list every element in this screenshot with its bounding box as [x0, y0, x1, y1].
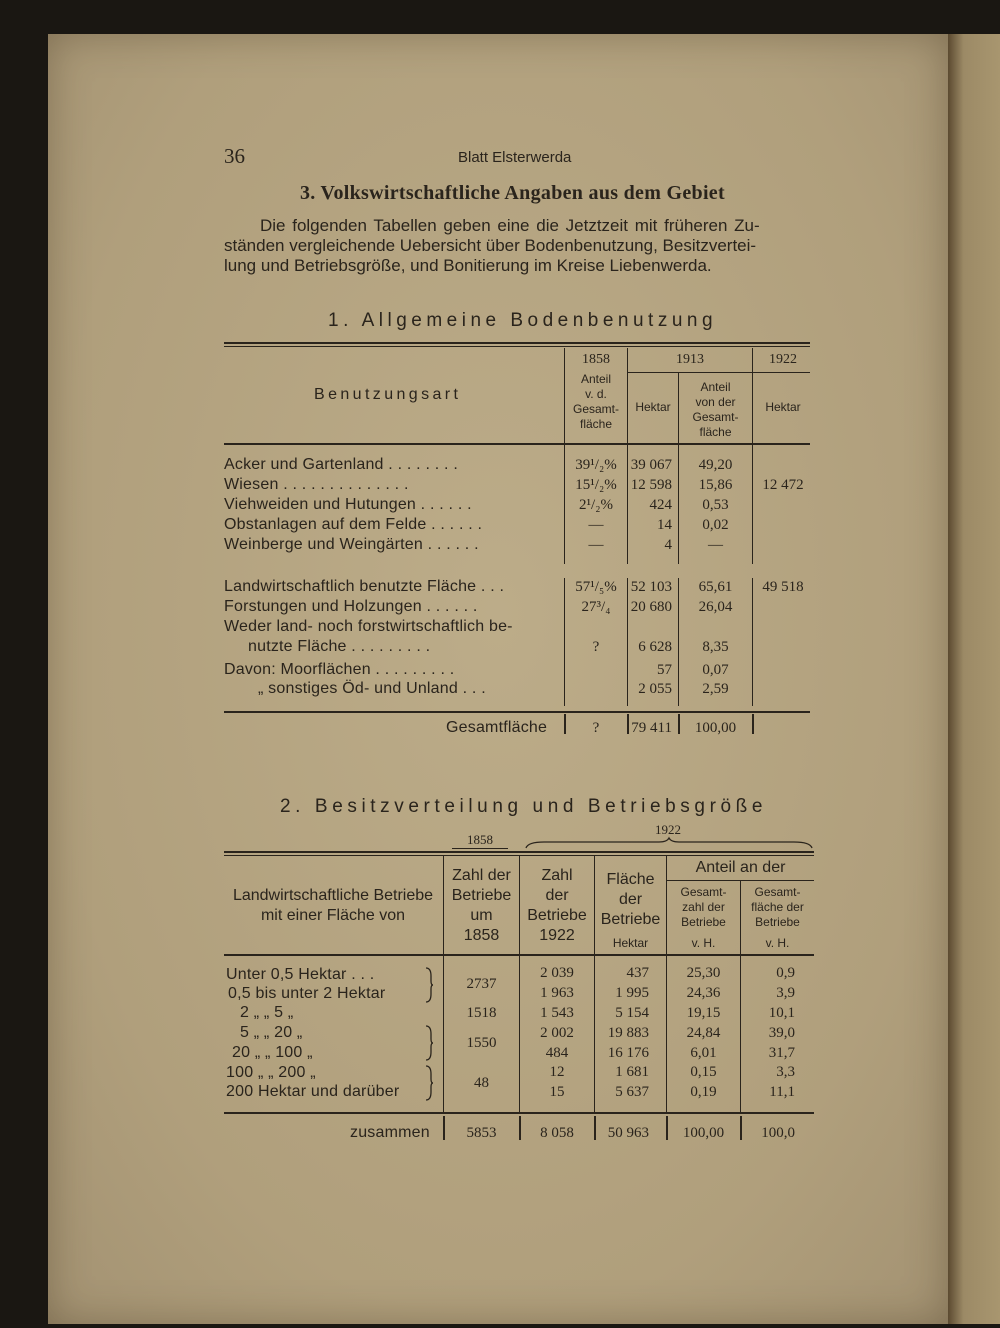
t2-label-1: 0,5 bis unter 2 Hektar: [228, 985, 386, 1002]
intro-line-1: Die folgenden Tabellen geben eine die Jetztzeit mit früheren Zu-: [260, 216, 760, 235]
t2-col-label: Landwirtschaftliche Betriebe mit einer Fläche von: [232, 887, 434, 924]
t2-anteil-head: Anteil an der: [695, 859, 786, 876]
book-page: 36 Blatt Elsterwerda 3. Volkswirtschaftliche Angaben aus dem Gebiet Die folgenden Tabellen geben eine die Jetztzeit mit früheren Zu- ständen vergleichende Uebersicht über Bodenbenutzung, Besitzvertei- lung und Betriebsgröße, und Bonitierung im Kreise Liebenwerda. 1. Allgemeine Bodenbenutzung 1858 1913 1922 Benutzungsart Anteil v. d. Gesamt- fläche Hektar Anteil von der Gesamt- fläche Hektar Acker und Gartenland . . . . . . . . 39¹/₂% 39 067 49,20 Wiesen . . . . . . . . . . . . . . 15¹/₂% 12 598 15,86 12 472 Viehweiden und Hutungen . . . . . . 2¹/₂% 424 0,53 Obstanlagen auf dem Felde . . . . . . — 14 0,02 Weinberge und Weingärten . . . . . . — 4 — Landwirtschaftlich benutzte Fläche . . . 57¹/₅% 52 103 65,61 49 518 Forstungen und Holzungen . . . . . . 27³/₄ 20 680 26,04 Weder land- noch forstwirtschaftlich be- nutzte Fläche . . . . . . . . . ? 6 628 8,35 Davon: Moorflächen . . . . . . . . . 57 0,07 „ sonstiges Öd- und Unland . . . 2 055 2,59 Gesamtfläche ? 79 411 100,00 2. Besitzverteilung und Betriebsgröße 1858 1922 Landwirtschaftliche Betriebe mit einer Fläche von Zahl der Betriebe um 1858 Zahl der Betriebe 1922 Fläche der Betriebe Hektar Anteil an der Gesamt- zahl der Betriebe Gesamt- fläche der Betriebe v. H. v. H. Unter 0,5 Hektar . . . 0,5 bis unter 2 Hektar 2 „ „ 5 „ 5 „ „ 20 „ 20 „ „ 100 „ 100 „ „ 200 „ 200 Hektar und darüber 2737 1518 1550 48 2 039 1 963 1 543 2 002 484 12 15 437 1 995 5 154 19 883 16 176 1 681 5 637 25,30 24,36 19,15 24,84 6,01 0,15 0,19 0,9 3,9 10,1 39,0 31,7 3,3 11,1 zusammen 5853 8 058 50 963 100,00 100,0: [48, 34, 948, 1324]
t1-header-rule: [224, 443, 810, 445]
t2-zahl-1858-head: Zahl der Betriebe um 1858: [451, 867, 512, 944]
t2-label-4: 20 „ „ 100 „: [232, 1044, 313, 1061]
t2-brace-1858: 1858: [467, 832, 493, 847]
t2-brace-group-1: [424, 966, 434, 1004]
table1-top-rule-2: [224, 346, 810, 347]
t1-year-rule: [628, 372, 810, 373]
t1-anteil-von: Anteil von der Gesamt- fläche: [692, 380, 739, 439]
t2-total-rule: [224, 1112, 814, 1114]
t1-anteil-gesamt: Anteil v. d. Gesamt- fläche: [572, 372, 619, 431]
table1-divider-d2: [752, 578, 753, 706]
t2-anteil-rule: [667, 880, 814, 881]
t2-flaeche-head: Fläche der Betriebe: [600, 871, 661, 928]
running-title: Blatt Elsterwerda: [458, 149, 572, 166]
t2-label-5: 100 „ „ 200 „: [226, 1064, 316, 1081]
t2-anteil-flaeche-head: Gesamt- fläche der Betriebe: [751, 885, 804, 929]
page-number: 36: [224, 144, 245, 168]
table2-title: 2. Besitzverteilung und Betriebsgröße: [280, 796, 768, 817]
t2-top-rule: [224, 851, 814, 853]
t1-hektar-1922: Hektar: [765, 400, 801, 414]
t2-label-2: 2 „ „ 5 „: [240, 1004, 294, 1021]
t1-year-1858: 1858: [582, 352, 610, 367]
t2-zahl1858-group-3: 48: [474, 1075, 489, 1091]
t1-col-label: Benutzungsart: [314, 386, 462, 403]
t2-label-6: 200 Hektar und darüber: [226, 1083, 400, 1100]
t2-flaeche-unit: Hektar: [612, 936, 649, 950]
t2-brace-1922-mark: [524, 836, 814, 850]
t2-unit-vh-2: v. H.: [765, 936, 790, 950]
t2-brace-group-4: [424, 1064, 434, 1102]
intro-line-2: ständen vergleichende Uebersicht über Bodenbenutzung, Besitzvertei-: [224, 236, 757, 255]
t2-zahl1858-group-2: 1550: [466, 1035, 497, 1051]
t1-year-1913: 1913: [676, 352, 704, 367]
t2-zahl-1922-head: Zahl der Betriebe 1922: [527, 867, 587, 944]
intro-line-3: lung und Betriebsgröße, und Bonitierung im Kreise Liebenwerda.: [224, 256, 712, 275]
t2-brace-1922: 1922: [655, 822, 681, 837]
t2-label-0: Unter 0,5 Hektar . . .: [226, 966, 375, 983]
t2-zahl1858-group-1: 1518: [466, 1005, 497, 1021]
table1-title: 1. Allgemeine Bodenbenutzung: [328, 310, 718, 331]
table1-divider-d: [752, 348, 753, 564]
t2-unit-vh-1: v. H.: [691, 936, 716, 950]
t1-hektar-1913: Hektar: [635, 400, 671, 414]
section-heading: 3. Volkswirtschaftliche Angaben aus dem Gebiet: [300, 182, 725, 204]
t2-anteil-zahl-head: Gesamt- zahl der Betriebe: [680, 885, 727, 929]
t2-brace-1858-line: [452, 848, 508, 849]
table1-top-rule: [224, 342, 810, 344]
t1-total-rule: [224, 711, 810, 713]
t1-year-1922: 1922: [769, 352, 797, 367]
t2-label-3: 5 „ „ 20 „: [240, 1024, 303, 1041]
t2-brace-group-3: [424, 1024, 434, 1062]
t2-zahl1858-group-0: 2737: [466, 976, 497, 992]
adjacent-page-edge: [948, 34, 1000, 1324]
